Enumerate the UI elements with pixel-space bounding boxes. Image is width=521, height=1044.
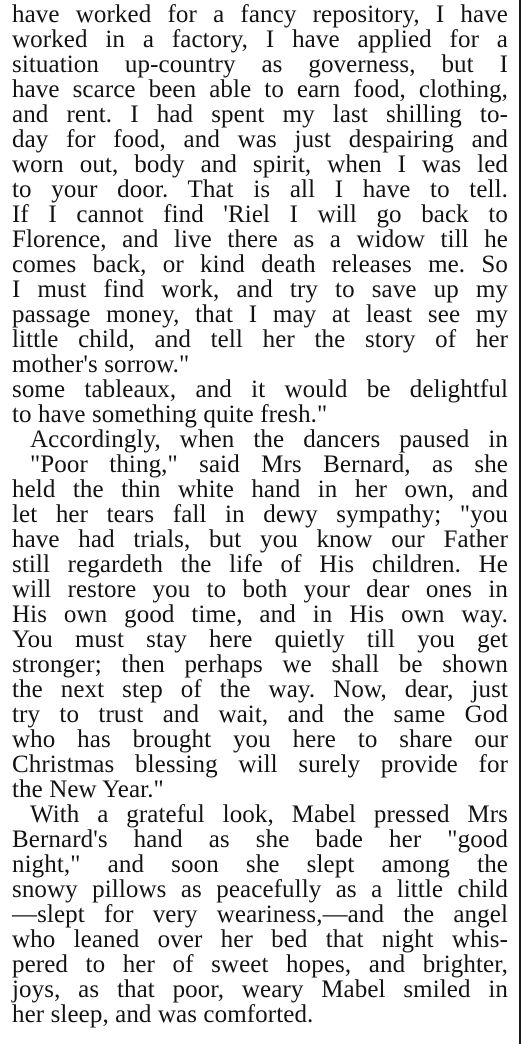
- text-line: I must find work, and try to save up my: [12, 276, 508, 303]
- text-line: the New Year.": [12, 776, 164, 803]
- text-line: Florence, and live there as a widow till he: [12, 226, 508, 253]
- text-line: have scarce been able to earn food, clothing,: [12, 76, 508, 103]
- text-line: have worked for a fancy repository, I have: [12, 1, 508, 28]
- text-line: let her tears fall in dewy sympathy; "you: [12, 501, 508, 528]
- text-line: will restore you to both your dear ones in: [12, 576, 508, 603]
- text-line: "Poor thing," said Mrs Bernard, as she: [30, 451, 508, 478]
- text-line: passage money, that I may at least see my: [12, 301, 508, 328]
- text-line: His own good time, and in His own way.: [12, 601, 508, 628]
- text-line: who has brought you here to share our: [12, 726, 508, 753]
- text-line: pered to her of sweet hopes, and brighter,: [12, 951, 508, 978]
- text-line: and rent. I had spent my last shilling to-: [12, 101, 508, 128]
- text-line: day for food, and was just despairing and: [12, 126, 508, 153]
- text-line: worked in a factory, I have applied for a: [12, 26, 508, 53]
- text-line: her sleep, and was comforted.: [12, 1001, 314, 1028]
- text-line: have had trials, but you know our Father: [12, 526, 508, 553]
- text-line: joys, as that poor, weary Mabel smiled in: [12, 976, 508, 1003]
- text-line: to your door. That is all I have to tell.: [12, 176, 508, 203]
- text-line: Bernard's hand as she bade her "good: [12, 826, 508, 853]
- text-line: still regardeth the life of His children. He: [12, 551, 508, 578]
- text-line: snowy pillows as peacefully as a little child: [12, 876, 508, 903]
- text-line: the next step of the way. Now, dear, just: [12, 676, 508, 703]
- text-line: You must stay here quietly till you get: [12, 626, 508, 653]
- text-line: who leaned over her bed that night whis-: [12, 926, 508, 953]
- text-line: worn out, body and spirit, when I was led: [12, 151, 508, 178]
- text-line: —slept for very weariness,—and the angel: [12, 901, 508, 928]
- text-line: try to trust and wait, and the same God: [12, 701, 508, 728]
- text-line: If I cannot find 'Riel I will go back to: [12, 201, 508, 228]
- text-line: some tableaux, and it would be delightful: [12, 376, 508, 403]
- text-line: stronger; then perhaps we shall be shown: [12, 651, 508, 678]
- text-line: little child, and tell her the story of her: [12, 326, 508, 353]
- text-line: With a grateful look, Mabel pressed Mrs: [30, 801, 508, 828]
- text-line: Accordingly, when the dancers paused in: [30, 426, 508, 453]
- text-line: held the thin white hand in her own, and: [12, 476, 508, 503]
- text-line: Christmas blessing will surely provide for: [12, 751, 508, 778]
- text-line: mother's sorrow.": [12, 351, 190, 378]
- text-line: comes back, or kind death releases me. So: [12, 251, 508, 278]
- text-line: night," and soon she slept among the: [12, 851, 508, 878]
- text-line: to have something quite fresh.": [12, 401, 328, 428]
- text-line: situation up-country as governess, but I: [12, 51, 508, 78]
